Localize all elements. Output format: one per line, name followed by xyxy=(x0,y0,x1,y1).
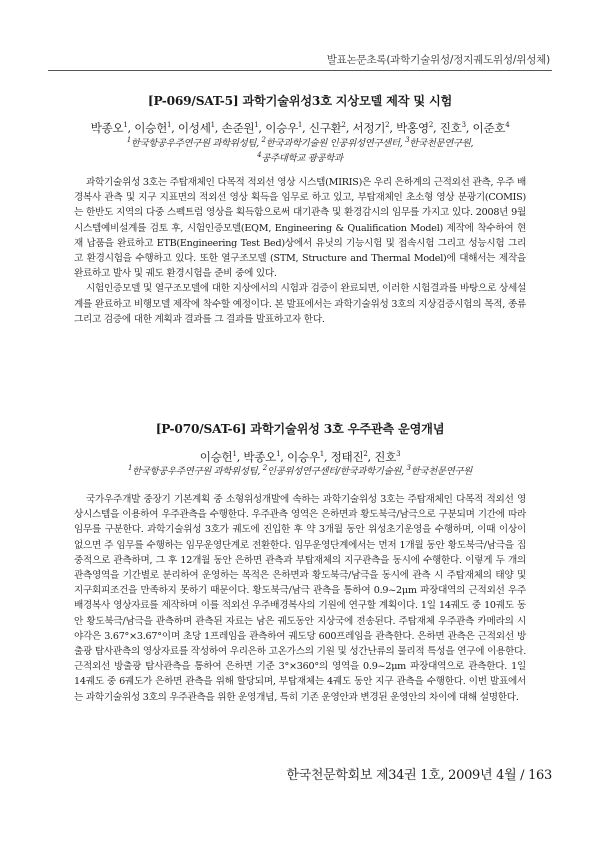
affiliation-mark: 1 xyxy=(126,135,131,144)
author-affiliation-mark: 1 xyxy=(319,450,324,459)
author-name: 이준호 xyxy=(472,121,506,135)
author-affiliation-mark: 3 xyxy=(396,450,401,459)
author-list: 이승헌$^1$, 박종오$^1$, 이승우$^1$, 정태진$^2$, 진호$^3$ xyxy=(199,450,401,464)
author xyxy=(287,450,324,464)
author-name: 손준원 xyxy=(221,121,255,135)
author xyxy=(396,121,433,135)
paper-title: [P-070/SAT-6] 과학기술위성 3호 우주관측 운영개념 xyxy=(155,422,445,436)
author-name: 이승헌 xyxy=(199,450,233,464)
author xyxy=(134,121,171,135)
author-affiliation-mark: 2 xyxy=(363,450,368,459)
author xyxy=(374,450,400,464)
author xyxy=(222,121,259,135)
author-affiliation-mark: 1 xyxy=(254,121,259,130)
affiliation-line xyxy=(48,151,552,166)
author xyxy=(200,450,237,464)
author xyxy=(265,121,302,135)
affiliation-text: 한국과학기술원 인공위성연구센터, xyxy=(265,138,406,149)
affiliation-line xyxy=(48,136,552,151)
author-affiliation-mark: 3 xyxy=(461,121,466,130)
abstract xyxy=(74,492,526,705)
author-name: 박종오 xyxy=(243,450,277,464)
affiliation-line xyxy=(48,464,552,479)
author-affiliation-mark: 2 xyxy=(341,121,346,130)
affiliation-text: 한국천문연구원, xyxy=(409,138,474,149)
running-header: 발표논문초록(과학기술위성/정지궤도위성/위성체) xyxy=(326,54,550,66)
affiliations xyxy=(48,136,552,166)
author-affiliation-mark: 4 xyxy=(505,121,510,130)
author-affiliation-mark: 1 xyxy=(166,121,172,130)
affiliation-mark: 1 xyxy=(128,463,133,472)
author-name: 박홍영 xyxy=(396,121,429,135)
affiliation-text: 한국천문연구원 xyxy=(410,466,472,477)
affiliation-mark: 2 xyxy=(262,463,267,472)
author xyxy=(352,121,389,135)
author xyxy=(309,121,346,135)
author-name: 서정기 xyxy=(352,121,386,135)
affiliation-mark: 3 xyxy=(406,463,411,472)
author-name: 정태진 xyxy=(330,450,364,464)
affiliation-mark: 4 xyxy=(257,150,262,159)
affiliation-text: 한국항공우주연구원 과학위성팀, xyxy=(130,138,262,149)
author-name: 이승우 xyxy=(287,450,320,464)
author-affiliation-mark: 1 xyxy=(210,121,215,130)
header-rule xyxy=(48,70,552,71)
author-affiliation-mark: 1 xyxy=(297,121,303,130)
affiliation-text: 인공위성연구센터/한국과학기술원, xyxy=(266,466,407,477)
author xyxy=(178,121,215,135)
author-affiliation-mark: 1 xyxy=(232,450,237,459)
abstract-paragraph: 과학기술위성 3호는 주탑재체인 다목적 적외선 영상 시스템(MIRIS)은 우리 은하계의 근적외선 관측, 우주 배경복사 관측 및 지구 지표면의 적외선 영상 획득을 임무로 하고 있고, 부탑재체인 초소형 영상 분광기(COMIS)는 한반도 지역의 다중 스펙트럼 영상을 획득함으로써 대기관측 및 환경감시의 임무를 가지고 있다. 2008년 9월 시스템예비설계를 검토 후, 시험인증모델(EQM, Engineering & Qualification Model) 제작에 착수하여 현재 납품을 완료하고 ETB(Engineering Test Bed)상에서 유닛의 기능시험 및 접속시험 그리고 성능시험 그리고 환경시험을 수행하고 있다. 또한 열구조모델 (STM, Structure and Thermal Model)에 대해서는 제작을 완료하고 발사 및 궤도 환경시험을 준비 중에 있다. xyxy=(74,177,526,280)
author-list: 박종오$^1$, 이승헌$^1$, 이성세$^1$, 손준원$^1$, 이승우$^1$, 신구환$^2$, 서정기$^2$, 박홍영$^2$, 진호$^3$, 이준호$^4$ xyxy=(90,121,510,135)
author-name: 박종오 xyxy=(90,121,124,135)
author-name: 진호 xyxy=(374,450,397,464)
abstract-paragraph: 국가우주개발 중장기 기본계획 중 소형위성개발에 속하는 과학기술위성 3호는 주탑재체인 다목적 적외선 영상시스템을 이용하여 우주관측을 수행한다. 우주관측 영역은 은하면과 황도북극/남극으로 구분되며 기간에 따라 임무를 구분한다. 과학기술위성 3호가 궤도에 진입한 후 약 3개월 동안 위성초기운영을 수행하며, 이때 이상이 없으면 주 임무를 수행하는 임무운영단계로 전환한다. 임무운영단계에서는 먼저 1개월 동안 황도북극/남극을 집중적으로 관측하며, 그 후 12개월 동안 은하면 관측과 부탑재체의 지구관측을 동시에 수행한다. 이렇게 두 개의 관측영역을 기간별로 분리하여 운영하는 목적은 은하면과 황도북극/남극을 동시에 관측 시 주탑재체의 태양 및 지구회피조건을 만족하지 못하기 때문이다. 황도북극/남극 관측을 통하여 0.9~2μm 파장대역의 근적외선 우주배경복사 영상자료를 제작하며 이를 적외선 우주배경복사의 기원에 연구할 계획이다. 1일 14궤도 중 10궤도 동안 황도북극/남극을 관측하며 관측된 자료는 남은 궤도동안 지상국에 전송된다. 주탑재체 우주관측 카메라의 시야각은 3.67°×3.67°이며 초당 1프레임을 관측하여 궤도당 600프레임을 관측한다. 은하면 관측은 근적외선 방출광 탐사관측의 영상자료를 작성하여 우리은하 고온가스의 기원 및 성간난류의 물리적 특성을 연구에 이용한다. 근적외선 방출광 탐사관측을 통하여 은하면 기준 3°×360°의 영역을 0.9~2μm 파장대역으로 관측한다. 1일 14궤도 중 6궤도가 은하면 관측을 위해 할당되며, 부탑재체는 4궤도 동안 지구 관측을 수행한다. 이번 발표에서는 과학기술위성 3호의 우주관측을 위한 운영개념, 특히 기존 운영안과 변경된 운영안의 차이에 대해 설명한다. xyxy=(74,494,526,703)
affiliations xyxy=(48,464,552,479)
author xyxy=(331,450,368,464)
author-name: 이승헌 xyxy=(134,121,167,135)
paper-title: [P-069/SAT-5] 과학기술위성3호 지상모델 제작 및 시험 xyxy=(147,94,453,108)
abstract-paragraph: 시험인증모델 및 열구조모델에 대한 지상에서의 시험과 검증이 완료되면, 이러한 시험결과를 바탕으로 상세설계를 완료하고 비행모델 제작에 착수할 예정이다. 본 발표에서는 과학기술위성 3호의 지상검증시험의 목적, 종류 그리고 검증에 대한 계획과 결과를 그 결과를 발표하고자 한다. xyxy=(74,283,526,325)
author xyxy=(243,450,280,464)
author-affiliation-mark: 1 xyxy=(123,121,128,130)
affiliation-text: 공주대학교 광공학과 xyxy=(261,153,343,164)
author-name: 이성세 xyxy=(177,121,211,135)
author xyxy=(91,121,128,135)
affiliation-mark: 3 xyxy=(405,135,410,144)
author-name: 진호 xyxy=(439,121,462,135)
author xyxy=(440,121,466,135)
page-footer: 한국천문학회보 제34권 1호, 2009년 4월 / 163 xyxy=(286,768,552,783)
author-affiliation-mark: 1 xyxy=(276,450,281,459)
author-affiliation-mark: 2 xyxy=(428,121,433,130)
author-name: 이승우 xyxy=(265,121,298,135)
abstract xyxy=(74,175,526,327)
author xyxy=(473,121,510,135)
affiliation-mark: 2 xyxy=(261,135,266,144)
author-name: 신구환 xyxy=(308,121,342,135)
affiliation-text: 한국항공우주연구원 과학위성팀, xyxy=(132,466,263,477)
author-affiliation-mark: 2 xyxy=(385,121,390,130)
